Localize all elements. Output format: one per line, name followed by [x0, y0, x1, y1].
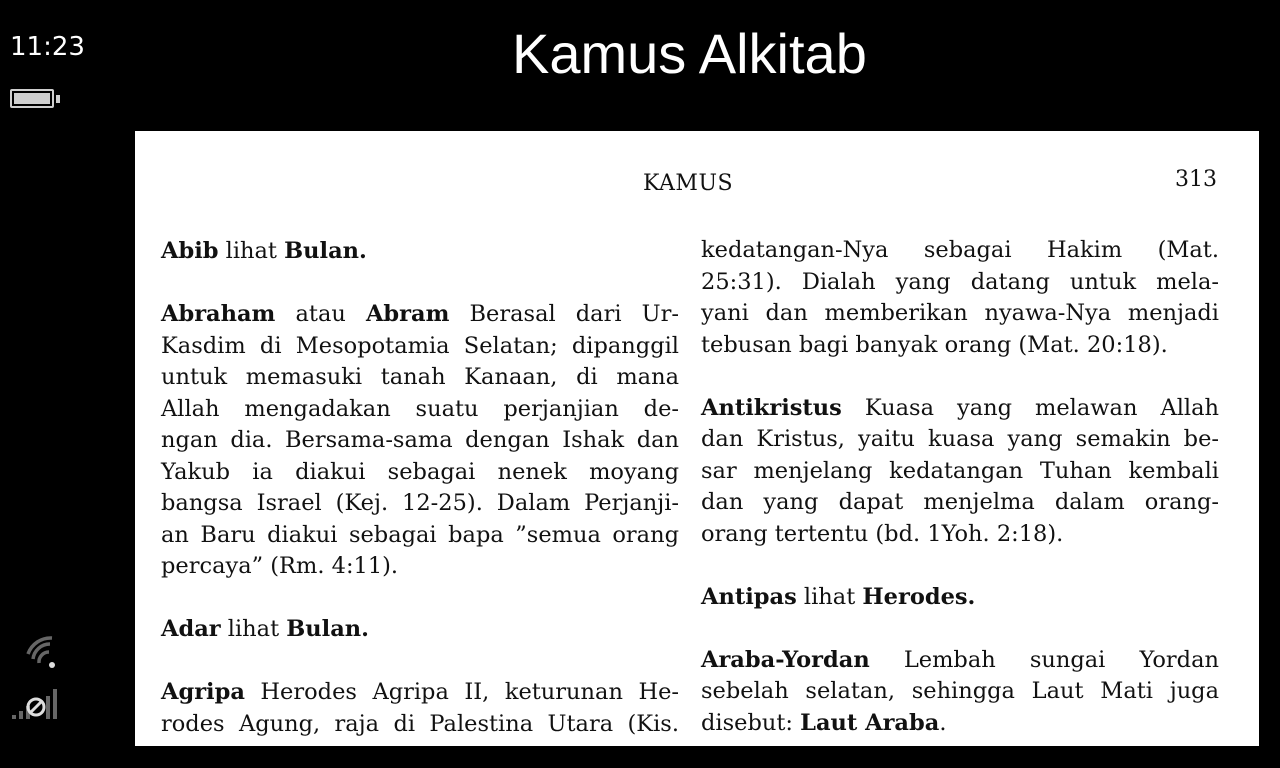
clock: 11:23 [10, 32, 85, 62]
entry-line: dan Kristus, yaitu kuasa yang semakin be- [701, 426, 1219, 452]
right-column [701, 235, 1219, 746]
entry-line: rodes Agung, raja di Palestina Utara (Kis. [161, 710, 679, 737]
entry-agripa [161, 677, 679, 740]
entry-line: dan yang dapat menjelma dalam orang- [701, 489, 1219, 515]
cross-reference[interactable]: Herodes. [862, 583, 976, 610]
entry-line: an Baru diakui sebagai bapa ”semua orang [161, 521, 679, 548]
entry-continuation [701, 235, 1219, 361]
entry-line: Kasdim di Mesopotamia Selatan; dipanggil [161, 332, 679, 359]
entry-line: untuk memasuki tanah Kanaan, di mana [161, 364, 679, 390]
entry-term: Abraham [161, 301, 276, 327]
left-column [161, 236, 679, 746]
no-signal-icon [12, 686, 62, 720]
cross-reference[interactable]: Laut Araba [800, 709, 940, 736]
entry-line: yani dan memberikan nyawa-Nya menjadi [701, 300, 1219, 326]
cross-reference[interactable]: Bulan. [286, 616, 369, 642]
entry-text: atau [275, 301, 366, 327]
entry-line: Yakub ia diakui sebagai nenek moyang [161, 458, 679, 485]
entry-term-alt: Abram [365, 301, 450, 327]
dictionary-page[interactable] [135, 131, 1259, 746]
entry-line: orang tertentu (bd. 1Yoh. 2:18). [701, 520, 1064, 547]
entry-term: Agripa [161, 679, 245, 705]
entry-antikristus [701, 393, 1219, 551]
entry-text: disebut: [701, 709, 801, 736]
entry-abib [161, 236, 679, 268]
entry-term: Araba-Yordan [701, 646, 870, 673]
entry-line: bangsa Israel (Kej. 12-25). Dalam Perjanji- [161, 490, 679, 516]
page-number: 313 [1175, 167, 1217, 192]
entry-line: sar menjelang kedatangan Tuhan kembali [701, 457, 1219, 484]
entry-text: Berasal dari Ur- [449, 301, 679, 327]
entry-text: Kuasa yang melawan Allah [841, 394, 1219, 421]
entry-text: . [939, 709, 947, 736]
running-head: KAMUS [643, 171, 734, 196]
entry-term: Antikristus [701, 394, 842, 421]
entry-line: 25:31). Dialah yang datang untuk mela- [701, 268, 1219, 295]
entry-araba-yordan [701, 645, 1219, 740]
entry-line: Allah mengadakan suatu perjanjian de- [161, 395, 679, 422]
entry-text: lihat [218, 238, 285, 264]
status-bar [0, 0, 120, 768]
entry-text: lihat [220, 616, 287, 642]
entry-line: percaya” (Rm. 4:11). [161, 553, 399, 579]
cross-reference[interactable]: Bulan. [284, 238, 367, 264]
app-title: Kamus Alkitab [512, 22, 867, 85]
entry-text: Herodes Agripa II, keturunan He- [244, 679, 679, 705]
entry-text: lihat [796, 583, 863, 610]
entry-line: kedatangan-Nya sebagai Hakim (Mat. [701, 237, 1219, 263]
entry-abraham [161, 299, 679, 583]
entry-term: Antipas [701, 583, 797, 610]
entry-line: ngan dia. Bersama-sama dengan Ishak dan [161, 427, 679, 453]
battery-icon [10, 89, 54, 109]
entry-line: tebusan bagi banyak orang (Mat. 20:18). [701, 331, 1168, 358]
entry-term: Adar [161, 616, 221, 642]
entry-line: sebelah selatan, sehingga Laut Mati juga [701, 678, 1219, 704]
wifi-icon [24, 634, 60, 670]
entry-term: Abib [161, 238, 219, 264]
entry-adar [161, 614, 679, 646]
entry-antipas [701, 582, 1219, 614]
entry-text: Lembah sungai Yordan [869, 646, 1219, 673]
